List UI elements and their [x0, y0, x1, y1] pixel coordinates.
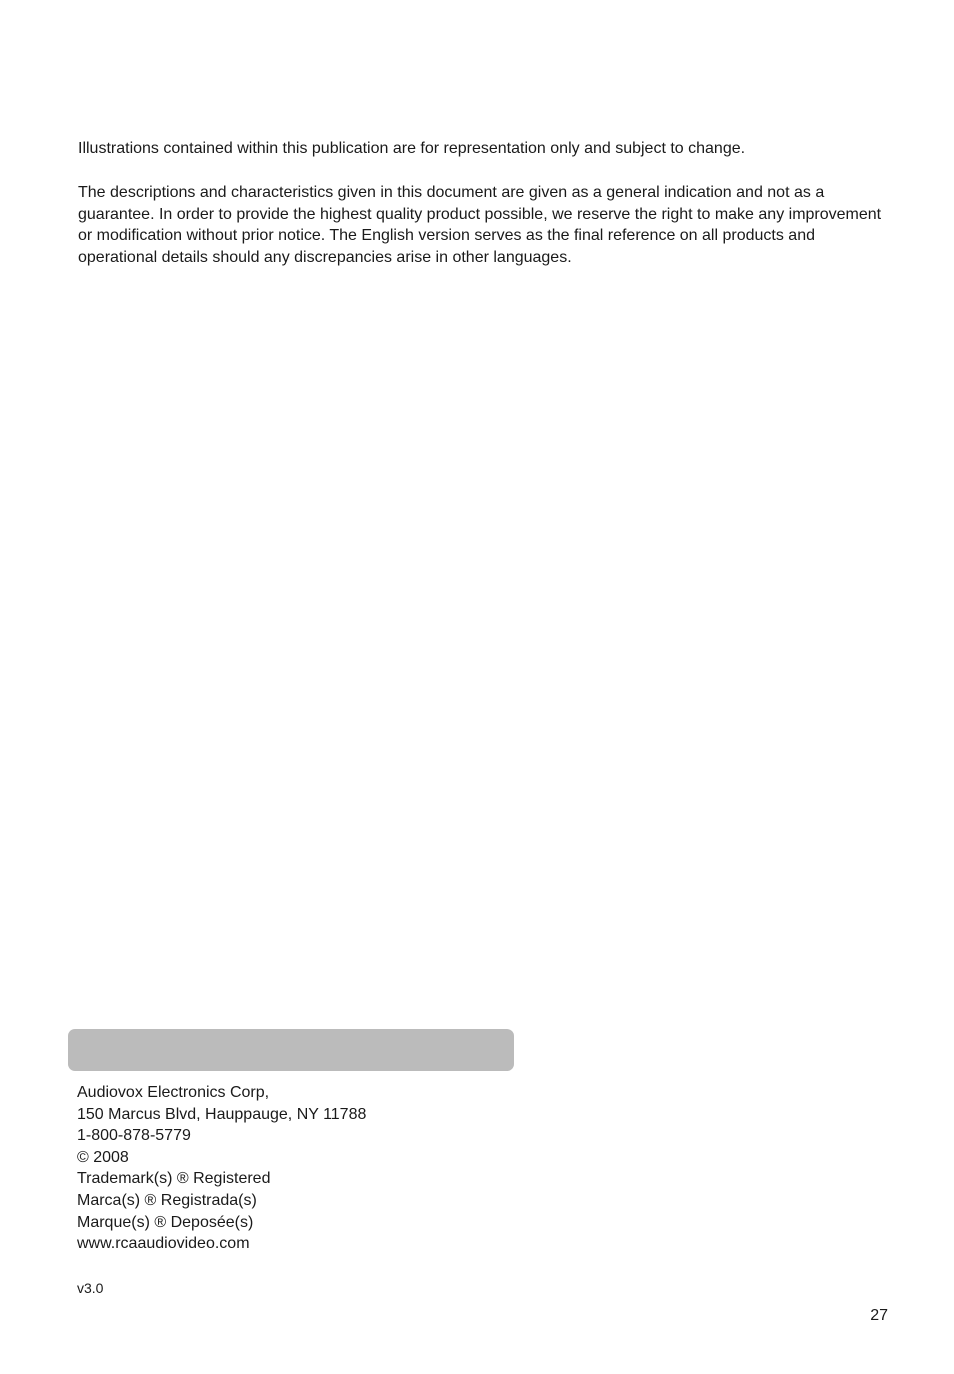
company-address: 150 Marcus Blvd, Hauppauge, NY 11788 [77, 1105, 367, 1123]
website-link[interactable]: www.rcaaudiovideo.com [77, 1235, 250, 1253]
page-number: 27 [870, 1307, 888, 1324]
version-label: v3.0 [77, 1280, 104, 1296]
descriptions-disclaimer: The descriptions and characteristics given in this document are given as a general indication and not as a guarantee. In order to provide the highest quality product possible, we reserve the right to make any improvement or modification without prior notice. The English version serves as the final reference on all products and operational details should any discrepancies arise in other languages. [78, 184, 882, 266]
company-phone: 1-800-878-5779 [77, 1127, 191, 1145]
company-name: Audiovox Electronics Corp, [77, 1084, 270, 1101]
contact-block [77, 1082, 497, 1255]
trademark-fr: Marque(s) ® Deposée(s) [77, 1213, 254, 1231]
illustrations-disclaimer: Illustrations contained within this publication are for representation only and subject to change. [78, 140, 746, 157]
trademark-es: Marca(s) ® Registrada(s) [77, 1191, 257, 1209]
trademark-en: Trademark(s) ® Registered [77, 1170, 271, 1188]
copyright-year: © 2008 [77, 1148, 129, 1166]
section-header-bar [68, 1029, 514, 1071]
